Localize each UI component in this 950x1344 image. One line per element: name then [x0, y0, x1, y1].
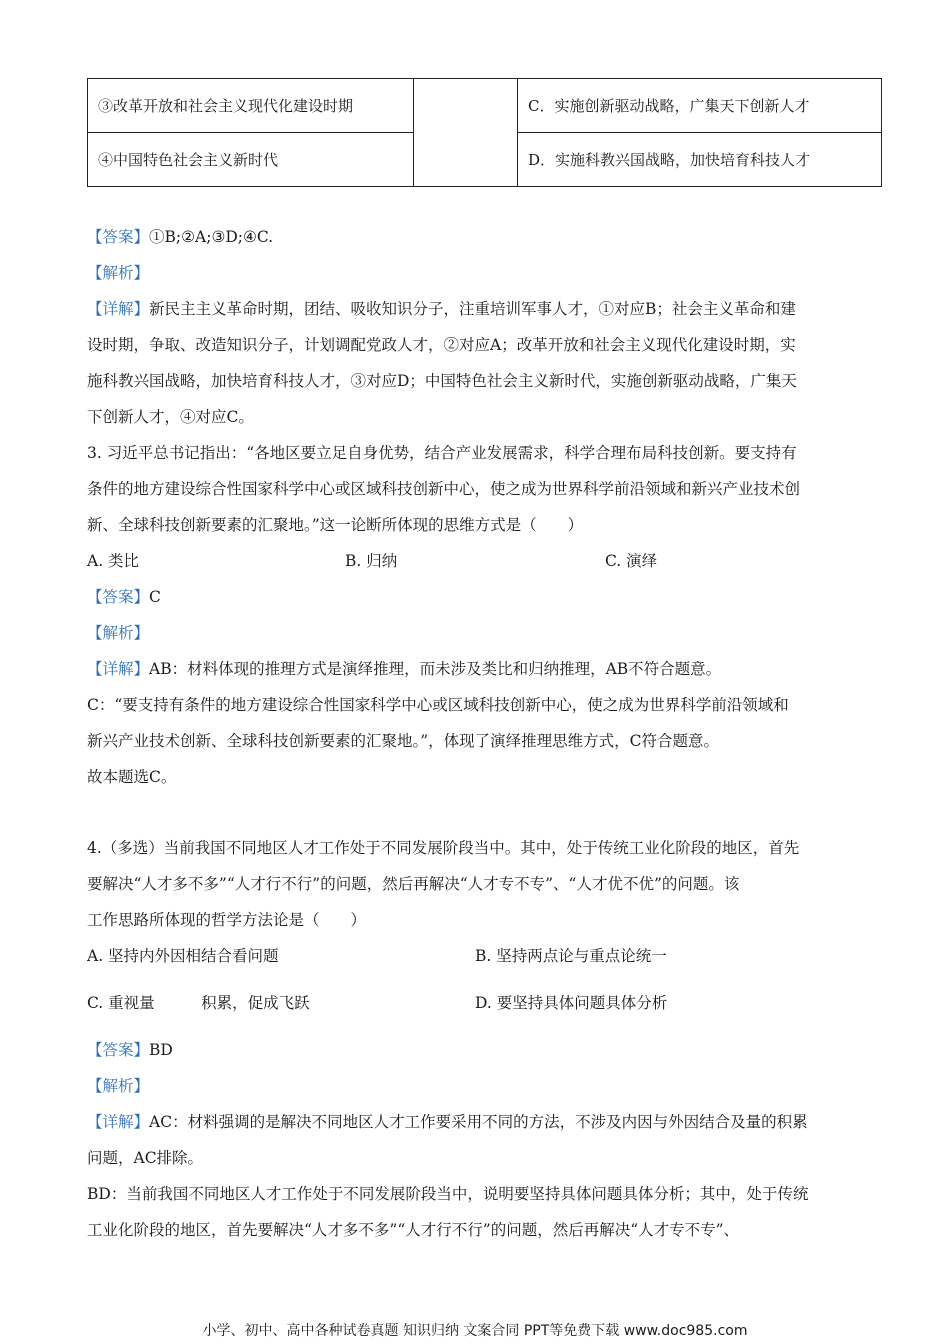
analysis-tag: 【解析】 — [87, 264, 150, 282]
option-b: B. 坚持两点论与重点论统一 — [475, 947, 667, 965]
table-cell-blank — [414, 79, 518, 187]
option-row — [87, 543, 867, 579]
analysis-tag: 【解析】 — [87, 1077, 150, 1095]
q2-solution — [87, 219, 867, 435]
detail-text: 施科教兴国战略，加快培育科技人才，③对应D；中国特色社会主义新时代，实施创新驱动战略，广集天 — [87, 372, 797, 390]
question-stem: 条件的地方建设综合性国家科学中心或区域科技创新中心，使之成为世界科学前沿领域和新兴产业技术创 — [87, 480, 801, 498]
analysis-line — [87, 1068, 867, 1104]
question-3 — [87, 435, 867, 795]
table-cell-period: ③改革开放和社会主义现代化建设时期 — [88, 79, 414, 133]
detail-tag: 【详解】 — [87, 660, 150, 678]
matching-table — [87, 78, 882, 187]
page-footer: 小学、初中、高中各种试卷真题 知识归纳 文案合同 PPT等免费下载 www.doc985.com — [202, 1323, 748, 1339]
table-row — [88, 79, 882, 133]
table-cell-period: ④中国特色社会主义新时代 — [88, 133, 414, 187]
answer-text: BD — [149, 1041, 173, 1059]
question-stem: 4.（多选）当前我国不同地区人才工作处于不同发展阶段当中。其中，处于传统工业化阶段的地区，首先 — [87, 839, 800, 857]
answer-tag: 【答案】 — [87, 228, 150, 246]
detail-text: 工业化阶段的地区，首先要解决“人才多不多”“人才行不行”的问题，然后再解决“人才专不专”、 — [87, 1221, 740, 1239]
detail-text: 故本题选C。 — [87, 768, 177, 786]
detail-text: 设时期，争取、改造知识分子，计划调配党政人才，②对应A；改革开放和社会主义现代化建设时期，实 — [87, 336, 796, 354]
option-a: A. 类比 — [87, 552, 140, 570]
question-stem: 工作思路所体现的哲学方法论是（ ） — [87, 911, 367, 929]
option-a: A. 坚持内外因相结合看问题 — [87, 947, 279, 965]
option-row — [87, 938, 867, 985]
table-cell-strategy: D．实施科教兴国战略，加快培育科技人才 — [518, 133, 882, 187]
detail-text: 新兴产业技术创新、全球科技创新要素的汇聚地。”，体现了演绎推理思维方式，C符合题意。 — [87, 732, 720, 750]
detail-line — [87, 651, 867, 687]
option-d: D. 要坚持具体问题具体分析 — [475, 994, 668, 1012]
detail-text: 新民主主义革命时期，团结、吸收知识分子，注重培训军事人才，①对应B；社会主义革命和建 — [149, 300, 796, 318]
answer-text: ①B;②A;③D;④C. — [149, 228, 274, 246]
detail-text: 问题，AC排除。 — [87, 1149, 204, 1167]
option-c: C. 演绎 — [605, 552, 658, 570]
detail-text: AB：材料体现的推理方式是演绎推理，而未涉及类比和归纳推理，AB不符合题意。 — [149, 660, 722, 678]
answer-tag: 【答案】 — [87, 1041, 150, 1059]
detail-line — [87, 1104, 867, 1140]
answer-line — [87, 219, 867, 255]
analysis-line — [87, 255, 867, 291]
table-cell-strategy: C．实施创新驱动战略，广集天下创新人才 — [518, 79, 882, 133]
answer-tag: 【答案】 — [87, 588, 150, 606]
answer-line — [87, 579, 867, 615]
question-stem: 3. 习近平总书记指出：“各地区要立足自身优势，结合产业发展需求，科学合理布局科技创新。要支持有 — [87, 444, 797, 462]
detail-text: 下创新人才，④对应C。 — [87, 408, 254, 426]
detail-text: C：“要支持有条件的地方建设综合性国家科学中心或区域科技创新中心，使之成为世界科学前沿领域和 — [87, 696, 789, 714]
analysis-line — [87, 615, 867, 651]
option-b: B. 归纳 — [345, 552, 398, 570]
answer-text: C — [149, 588, 161, 606]
detail-text: AC：材料强调的是解决不同地区人才工作要采用不同的方法，不涉及内因与外因结合及量的积累 — [149, 1113, 808, 1131]
question-stem: 要解决“人才多不多”“人才行不行”的问题，然后再解决“人才专不专”、“人才优不优”的问题。该 — [87, 875, 740, 893]
question-stem: 新、全球科技创新要素的汇聚地。”这一论断所体现的思维方式是（ ） — [87, 516, 584, 534]
answer-line — [87, 1032, 867, 1068]
detail-tag: 【详解】 — [87, 1113, 150, 1131]
option-row — [87, 985, 867, 1032]
question-4 — [87, 830, 867, 1248]
detail-tag: 【详解】 — [87, 300, 150, 318]
detail-line — [87, 291, 867, 327]
detail-text: BD：当前我国不同地区人才工作处于不同发展阶段当中，说明要坚持具体问题具体分析；其中，处于传统 — [87, 1185, 809, 1203]
analysis-tag: 【解析】 — [87, 624, 150, 642]
option-c: C. 重视量 积累，促成飞跃 — [87, 994, 310, 1012]
